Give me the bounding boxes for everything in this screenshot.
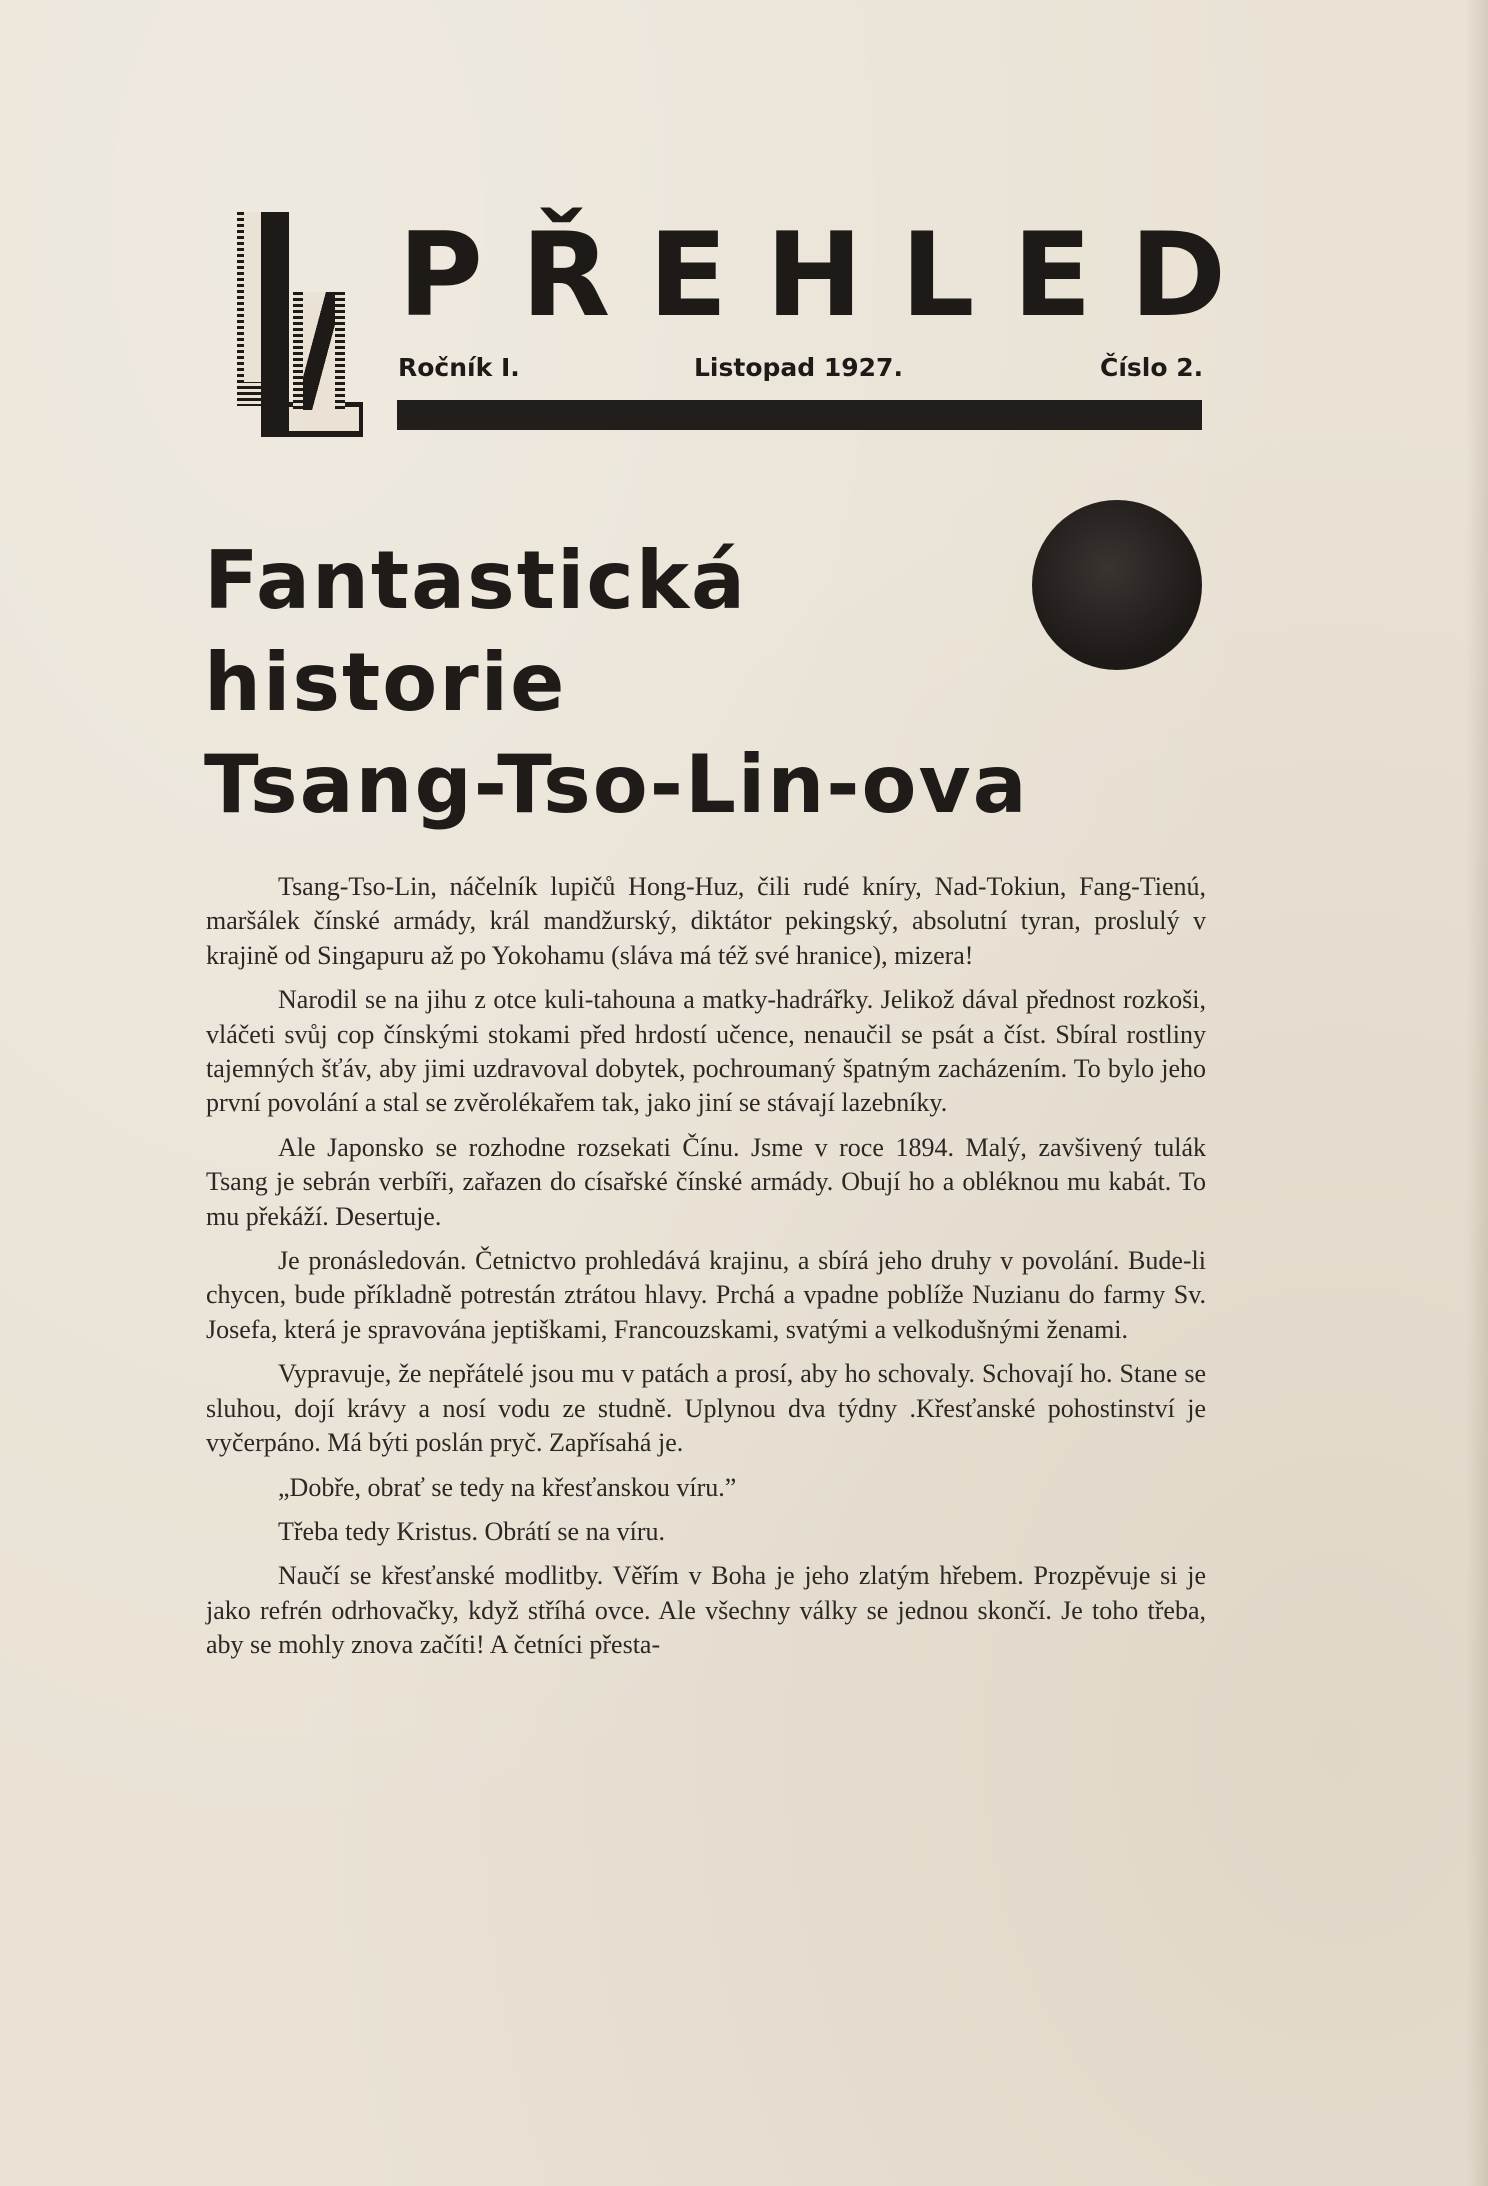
- issue-label: Číslo 2.: [1100, 353, 1204, 382]
- article-paragraph: Ale Japonsko se rozhodne rozsekati Čínu. Jsme v roce 1894. Malý, zavšivený tulák Tsang je sebrán verbíři, zařazen do císařské čínské armády. Obují ho a obléknou mu kabát. To mu překáží. Desertuje.: [206, 1132, 1206, 1231]
- headline-line: Tsang-Tso-Lin-ova: [204, 738, 1029, 831]
- article-paragraph: Vypravuje, že nepřátelé jsou mu v patách a prosí, aby ho schovaly. Schovají ho. Stane se sluhou, dojí krávy a nosí vodu ze studně. Uplynou dva týdny .Křesťanské pohostinství je vyčerpáno. Má býti poslán pryč. Zapřísahá je.: [206, 1359, 1206, 1458]
- publisher-logo: [237, 212, 367, 437]
- article-headline: [204, 530, 1104, 836]
- article-paragraph: Je pronásledován. Četnictvo prohledává krajinu, a sbírá jeho druhy v povolání. Bude-li chycen, bude příkladně potrestán ztrátou hlavy. Prchá a vpadne poblíže Nuzianu do farmy Sv. Josefa, která je spravována jeptiškami, Francouzskami, svatými a velkodušnými ženami.: [206, 1246, 1206, 1344]
- article-paragraph: „Dobře, obrať se tedy na křesťanskou víru.”: [278, 1472, 737, 1502]
- masthead-title: PŘEHLED: [398, 208, 1265, 343]
- decorative-black-circle: [1032, 500, 1202, 670]
- page-edge-shadow: [1466, 0, 1488, 2186]
- article-paragraph: Tsang-Tso-Lin, náčelník lupičů Hong-Huz, čili rudé kníry, Nad-Tokiun, Fang-Tienú, maršálek čínské armády, král mandžurský, diktátor pekingský, absolutní tyran, proslulý v krajině od Singapuru až po Yokohamu (sláva má též své hranice), mizera!: [206, 872, 1206, 970]
- article-paragraph: Třeba tedy Kristus. Obrátí se na víru.: [278, 1516, 666, 1546]
- volume-label: Ročník I.: [398, 353, 520, 382]
- headline-line: historie: [204, 636, 567, 729]
- article-body: [206, 870, 1206, 1673]
- date-label: Listopad 1927.: [694, 353, 903, 382]
- logo-letter-n: [293, 292, 345, 410]
- article-paragraph: Naučí se křesťanské modlitby. Věřím v Boha je jeho zlatým hřebem. Prozpěvuje si je jako refrén odrhovačky, když stříhá ovce. Ale všechny války se jednou skončí. Je toho třeba, aby se mohly znova začíti! A četníci přesta-: [206, 1561, 1206, 1660]
- headline-line: Fantastická: [204, 534, 748, 627]
- masthead-rule: [397, 400, 1202, 430]
- article-paragraph: Narodil se na jihu z otce kuli-tahouna a matky-hadrářky. Jelikož dával přednost rozkoši, vláčeti svůj cop čínskými stokami před hrdostí učence, nenaučil se psát a číst. Sbíral rostliny tajemných šťáv, aby jimi uzdravoval dobytek, pochroumaný špatným zacházením. To bylo jeho první povolání a stal se zvěrolékařem tak, jako jiní se stávají lazebníky.: [206, 985, 1206, 1118]
